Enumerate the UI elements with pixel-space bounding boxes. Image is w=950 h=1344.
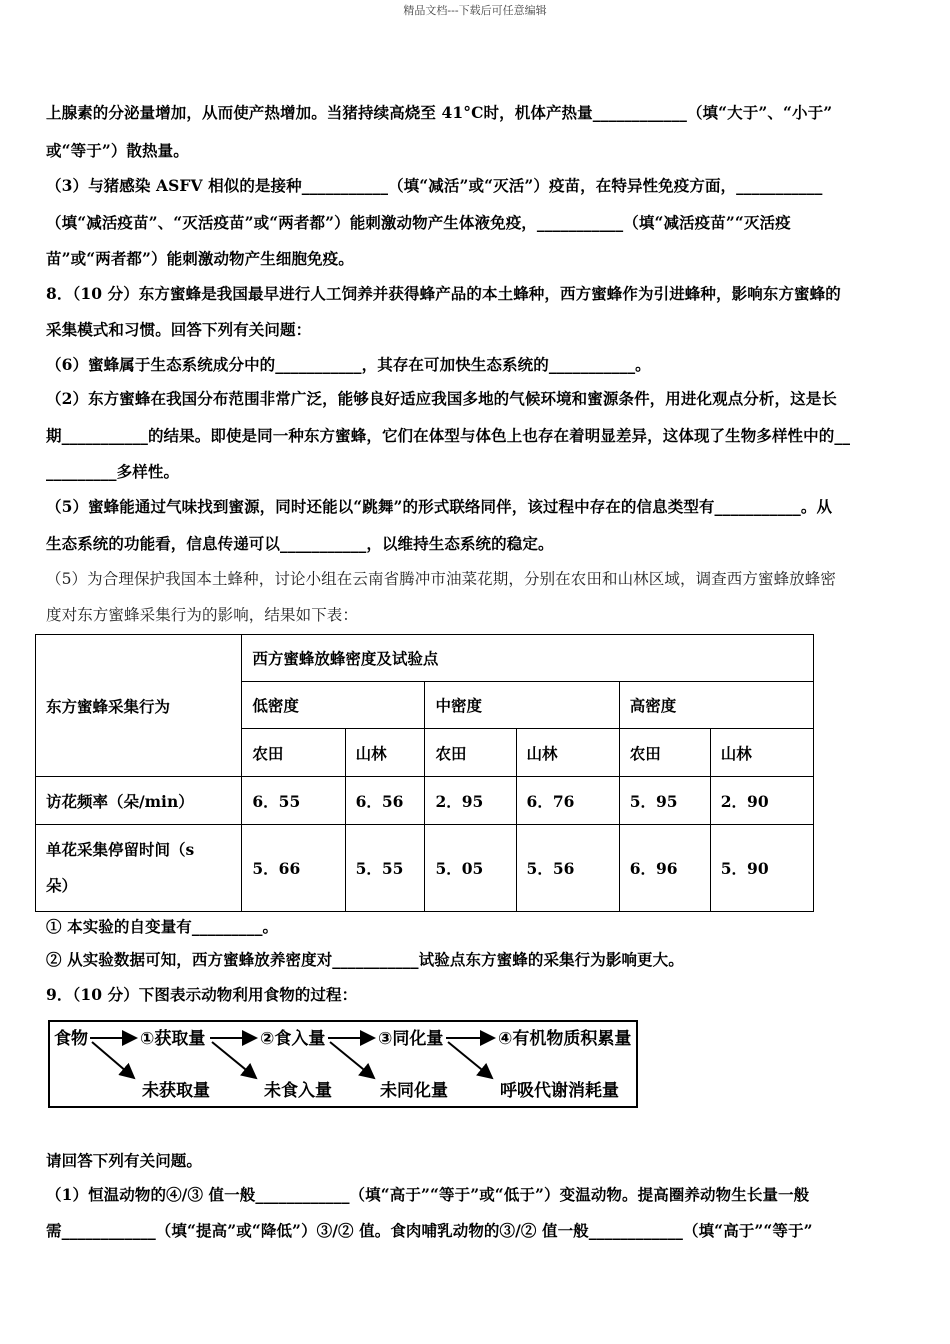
row-label-line: 单花采集停留时间（s	[46, 840, 195, 859]
table-cell: 5．56	[516, 825, 619, 912]
text-line: （1）恒温动物的④/③ 值一般____________（填“高于”“等于”或“低于”）变温动物。提高圈养动物生长量一般	[46, 1185, 810, 1204]
table-row	[36, 777, 814, 825]
row-header-cell: 东方蜜蜂采集行为	[36, 635, 242, 777]
text-line: 生态系统的功能看，信息传递可以___________，以维持生态系统的稳定。	[46, 534, 554, 553]
text-line: （填“减活疫苗”、“灭活疫苗”或“两者都”）能刺激动物产生体液免疫，___________（填“减活疫苗”“灭活疫	[46, 213, 791, 232]
site-header: 山林	[345, 729, 425, 777]
table-cell: 5．95	[619, 777, 710, 825]
text-line: （3）与猪感染 ASFV 相似的是接种___________（填“减活”或“灭活”）疫苗，在特异性免疫方面，___________	[46, 176, 823, 195]
food-label: 食物	[54, 1029, 88, 1048]
site-header: 农田	[425, 729, 516, 777]
row-label	[36, 825, 242, 912]
text-line: （2）东方蜜蜂在我国分布范围非常广泛，能够良好适应我国多地的气候环境和蜜源条件，用进化观点分析，这是长	[46, 389, 837, 408]
table-cell: 5．05	[425, 825, 516, 912]
density-header: 高密度	[619, 682, 813, 729]
row-label: 访花频率（朵/min）	[36, 777, 242, 825]
site-header: 山林	[516, 729, 619, 777]
table-cell: 6．76	[516, 777, 619, 825]
page-header: 精品文档---下载后可任意编辑	[403, 4, 547, 17]
text-line: ② 从实验数据可知，西方蜜蜂放养密度对___________试验点东方蜜蜂的采集行为影响更大。	[46, 950, 684, 969]
text-line: 需____________（填“提高”或“降低”）③/② 值。食肉哺乳动物的③/② 值一般____________（填“高于”“等于”	[46, 1221, 813, 1240]
site-header: 农田	[242, 729, 345, 777]
table-cell: 6．96	[619, 825, 710, 912]
flow-bottom-label: 未同化量	[380, 1081, 448, 1100]
table-cell: 5．90	[710, 825, 813, 912]
flow-bottom-label: 未食入量	[264, 1081, 332, 1100]
text-line: （5）蜜蜂能通过气味找到蜜源，同时还能以“跳舞”的形式联络同伴，该过程中存在的信息类型有___________。从	[46, 497, 833, 516]
food-utilization-diagram	[48, 1020, 638, 1108]
table-row	[36, 825, 814, 912]
text-line: 或“等于”）散热量。	[46, 141, 189, 160]
flow-top-label: ①获取量	[140, 1029, 206, 1048]
text-line: ① 本实验的自变量有_________。	[46, 917, 279, 936]
table-cell: 5．55	[345, 825, 425, 912]
table-cell: 2．95	[425, 777, 516, 825]
text-line: （5）为合理保护我国本土蜂种，讨论小组在云南省腾冲市油菜花期，分别在农田和山林区域，调查西方蜜蜂放蜂密	[46, 570, 836, 588]
site-header: 山林	[710, 729, 813, 777]
text-line: （6）蜜蜂属于生态系统成分中的___________，其存在可加快生态系统的___________。	[46, 355, 651, 374]
flow-bottom-label: 未获取量	[142, 1081, 210, 1100]
question-9-stem: 9．（10 分）下图表示动物利用食物的过程：	[46, 985, 358, 1004]
text-line: 度对东方蜜蜂采集行为的影响，结果如下表：	[46, 606, 359, 624]
table-cell: 6．55	[242, 777, 345, 825]
row-label-line: 朵）	[46, 876, 78, 895]
text-line: 上腺素的分泌量增加，从而使产热增加。当猪持续高烧至 41°C时，机体产热量____________（填“大于”、“小于”	[46, 103, 833, 122]
flow-top-label: ④有机物质积累量	[498, 1029, 632, 1048]
flow-top-label: ②食入量	[260, 1029, 326, 1048]
table-cell: 6．56	[345, 777, 425, 825]
question-8-stem: 8．（10 分）东方蜜蜂是我国最早进行人工饲养并获得蜂产品的本土蜂种，西方蜜蜂作为引进蜂种，影响东方蜜蜂的	[46, 284, 841, 303]
text-line: 请回答下列有关问题。	[46, 1151, 203, 1170]
text-line: _________多样性。	[46, 462, 180, 481]
density-header: 中密度	[425, 682, 619, 729]
group-header-cell: 西方蜜蜂放蜂密度及试验点	[242, 635, 814, 682]
text-line: 采集模式和习惯。回答下列有关问题：	[46, 320, 312, 339]
bee-behavior-table	[35, 634, 814, 912]
density-header: 低密度	[242, 682, 425, 729]
flow-top-label: ③同化量	[378, 1029, 444, 1048]
table-cell: 2．90	[710, 777, 813, 825]
flow-bottom-label: 呼吸代谢消耗量	[500, 1081, 619, 1100]
site-header: 农田	[619, 729, 710, 777]
table-cell: 5．66	[242, 825, 345, 912]
text-line: 期___________的结果。即使是同一种东方蜜蜂，它们在体型与体色上也存在着明显差异，这体现了生物多样性中的__	[46, 426, 851, 445]
text-line: 苗”或“两者都”）能刺激动物产生细胞免疫。	[46, 249, 354, 268]
